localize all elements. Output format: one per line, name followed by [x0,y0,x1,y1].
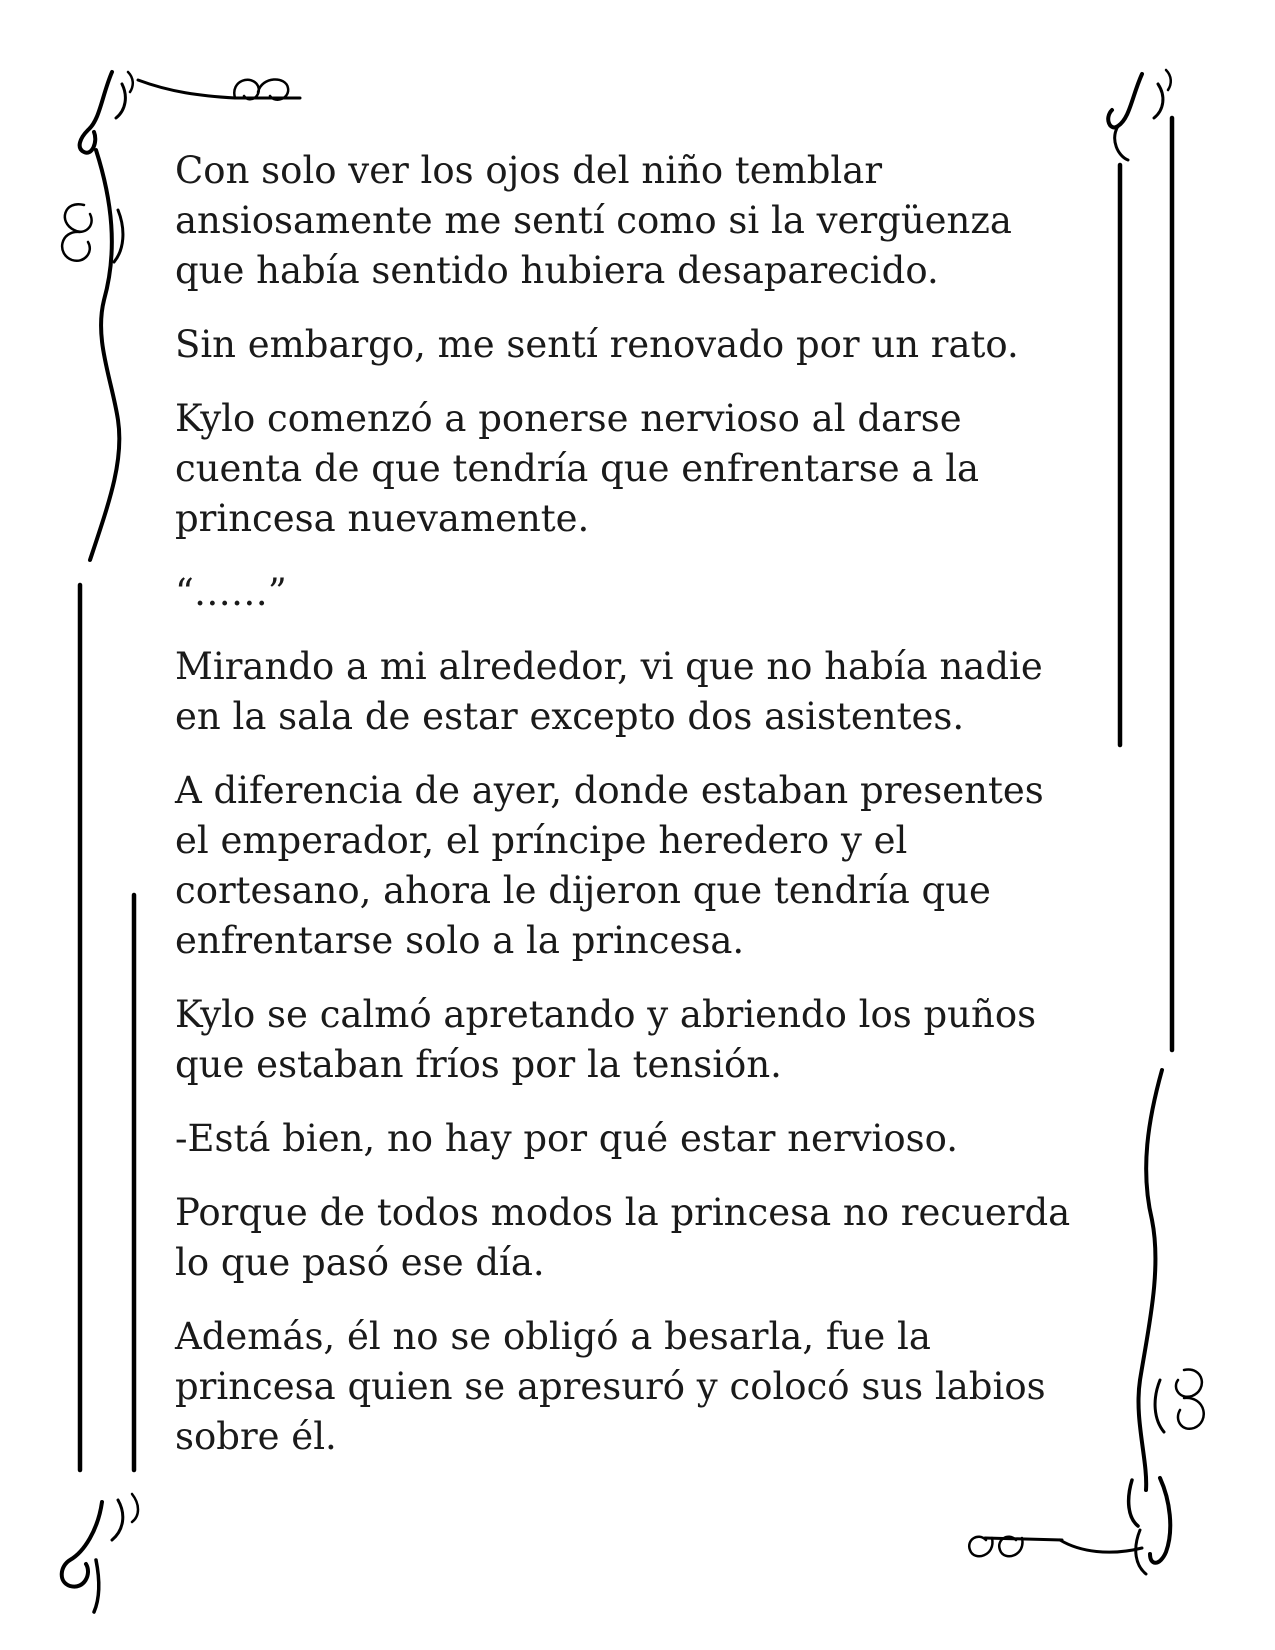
paragraph: Kylo se calmó apretando y abriendo los puños que estaban fríos por la tensión. [175,993,1037,1086]
paragraph: Porque de todos modos la princesa no recuerda lo que pasó ese día. [175,1191,1071,1284]
paragraph: A diferencia de ayer, donde estaban presentes el emperador, el príncipe heredero y el cortesano, ahora le dijeron que tendría que enfrentarse solo a la princesa. [175,769,1044,962]
paragraph: Mirando a mi alrededor, vi que no había nadie en la sala de estar excepto dos asistentes. [175,645,1043,738]
body-text [175,146,1095,1486]
paragraph: Con solo ver los ojos del niño temblar ansiosamente me sentí como si la vergüenza que había sentido hubiera desaparecido. [175,149,1012,292]
paragraph: Kylo comenzó a ponerse nervioso al darse cuenta de que tendría que enfrentarse a la princesa nuevamente. [175,397,980,540]
flourish-top-right [1108,70,1171,160]
paragraph: Sin embargo, me sentí renovado por un rato. [175,323,1019,366]
paragraph: -Está bien, no hay por qué estar nervioso. [175,1117,959,1160]
paragraph: Además, él no se obligó a besarla, fue la princesa quien se apresuró y colocó sus labios sobre él. [175,1315,1046,1458]
paragraph: “……” [175,571,287,614]
flourish-bottom-left [62,1494,138,1612]
